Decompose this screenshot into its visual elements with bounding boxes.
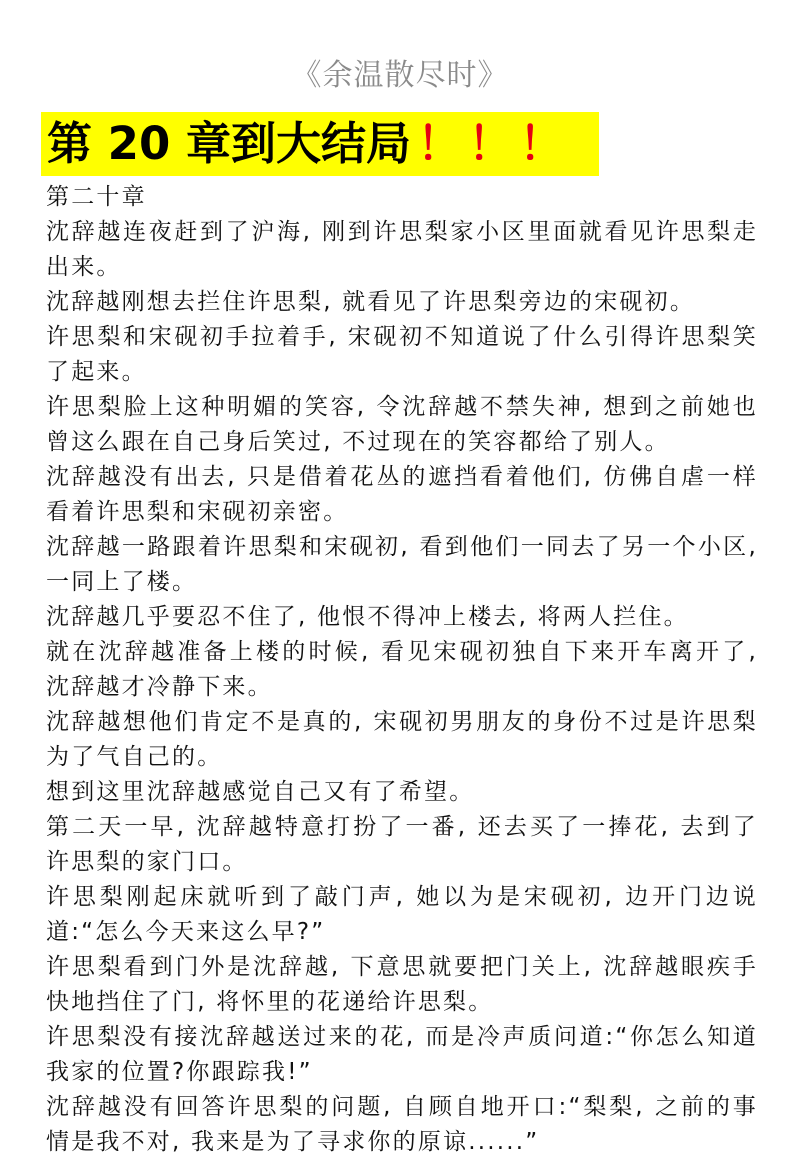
paragraph: 第二天一早, 沈辞越特意打扮了一番, 还去买了一捧花, 去到了许思梨的家门口。: [46, 814, 758, 875]
paragraph: 许思梨看到门外是沈辞越, 下意思就要把门关上, 沈辞越眼疾手快地挡住了门, 将怀里的花递给许思梨。: [46, 954, 758, 1015]
paragraph: 沈辞越想他们肯定不是真的, 宋砚初男朋友的身份不过是许思梨为了气自己的。: [46, 709, 758, 770]
paragraph: 许思梨脸上这种明媚的笑容, 令沈辞越不禁失神, 想到之前她也曾这么跟在自己身后笑过, 不过现在的笑容都给了别人。: [46, 394, 758, 455]
chapter-banner-title: 第 20 章到大结局: [47, 117, 411, 170]
paragraph: 沈辞越没有出去, 只是借着花丛的遮挡看着他们, 仿佛自虐一样看着许思梨和宋砚初亲密。: [46, 464, 758, 525]
book-title: 《余温散尽时》: [291, 58, 509, 93]
paragraph: 许思梨刚起床就听到了敲门声, 她以为是宋砚初, 边开门边说道:“怎么今天来这么早?”: [46, 884, 758, 945]
chapter-banner: [47, 112, 570, 176]
paragraph: 想到这里沈辞越感觉自己又有了希望。: [46, 779, 475, 805]
paragraph: 许思梨没有接沈辞越送过来的花, 而是冷声质问道:“你怎么知道我家的位置?你跟踪我!”: [46, 1024, 758, 1085]
paragraph: 沈辞越连夜赶到了沪海, 刚到许思梨家小区里面就看见许思梨走出来。: [46, 219, 758, 280]
paragraph: 沈辞越几乎要忍不住了, 他恨不得冲上楼去, 将两人拦住。: [46, 604, 689, 630]
chapter-body: [46, 180, 758, 1160]
chapter-heading: 第二十章: [46, 184, 147, 210]
paragraph: 沈辞越刚想去拦住许思梨, 就看见了许思梨旁边的宋砚初。: [46, 289, 696, 315]
paragraph: 沈辞越一路跟着许思梨和宋砚初, 看到他们一同去了另一个小区, 一同上了楼。: [46, 534, 758, 595]
paragraph: 沈辞越没有回答许思梨的问题, 自顾自地开口:“梨梨, 之前的事情是我不对, 我来是为了寻求你的原谅......”: [46, 1094, 758, 1155]
paragraph: 许思梨和宋砚初手拉着手, 宋砚初不知道说了什么引得许思梨笑了起来。: [46, 324, 758, 385]
paragraph: 就在沈辞越准备上楼的时候, 看见宋砚初独自下来开车离开了, 沈辞越才冷静下来。: [46, 639, 758, 700]
exclamation-marks: ！！！: [416, 117, 570, 170]
